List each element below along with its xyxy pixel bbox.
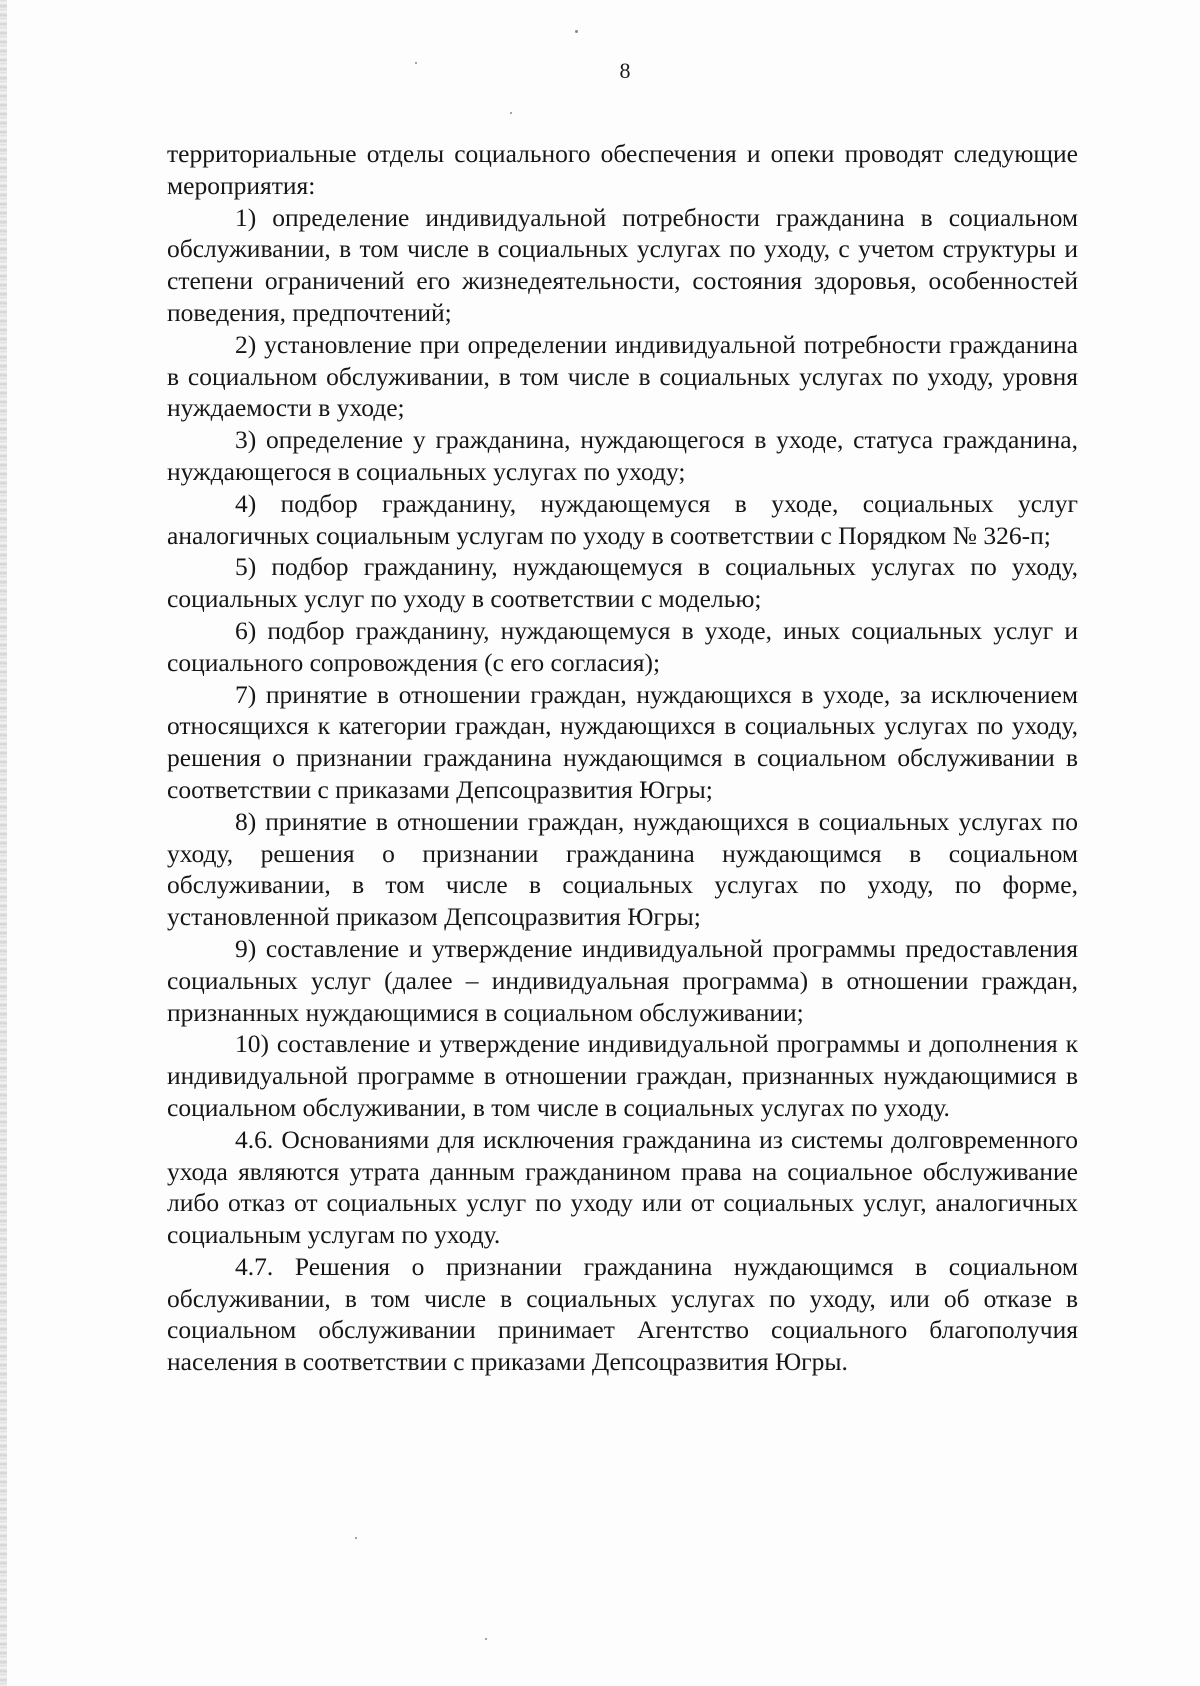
list-item-10: 10) составление и утверждение индивидуальной программы и дополнения к индивидуальной программе в отношении граждан, признанных нуждающимися в социальном обслуживании, в том числе в социальных услугах по уходу. xyxy=(167,1029,1078,1122)
scan-speck xyxy=(575,30,578,33)
list-item-5: 5) подбор гражданину, нуждающемуся в социальных услугах по уходу, социальных услуг по уходу в соответствии с моделью; xyxy=(167,552,1078,614)
scan-speck xyxy=(485,1638,487,1640)
document-body xyxy=(167,138,1078,1378)
scan-speck xyxy=(355,1537,357,1539)
scan-speck xyxy=(510,112,512,114)
page-number: 8 xyxy=(619,58,631,83)
list-item-7: 7) принятие в отношении граждан, нуждающихся в уходе, за исключением относящихся к категории граждан, нуждающихся в социальных услугах по уходу, решения о признании гражданина нуждающимся в социальном обслуживании в соответствии с приказами Депсоцразвития Югры; xyxy=(167,679,1078,804)
clause-4-7: 4.7. Решения о признании гражданина нуждающимся в социальном обслуживании, в том числе в социальных услугах по уходу, или об отказе в социальном обслуживании принимает Агентство социального благополучия населения в соответствии с приказами Депсоцразвития Югры. xyxy=(167,1251,1078,1377)
clause-4-6: 4.6. Основаниями для исключения гражданина из системы долговременного ухода являются утрата данным гражданином права на социальное обслуживание либо отказ от социальных услуг по уходу или от социальных услуг, аналогичных социальным услугам по уходу. xyxy=(167,1124,1078,1250)
list-item-9: 9) составление и утверждение индивидуальной программы предоставления социальных услуг (далее – индивидуальная программа) в отношении граждан, признанных нуждающимися в социальном обслуживании; xyxy=(167,933,1078,1027)
list-item-2: 2) установление при определении индивидуальной потребности гражданина в социальном обслуживании, в том числе в социальных услугах по уходу, уровня нуждаемости в уходе; xyxy=(167,329,1078,423)
list-item-4: 4) подбор гражданину, нуждающемуся в уходе, социальных услуг аналогичных социальным услугам по уходу в соответствии с Порядком № 326-п; xyxy=(167,488,1078,550)
list-item-3: 3) определение у гражданина, нуждающегося в уходе, статуса гражданина, нуждающегося в социальных услугах по уходу; xyxy=(167,425,1078,486)
scan-edge xyxy=(0,0,7,1686)
list-item-8: 8) принятие в отношении граждан, нуждающихся в социальных услугах по уходу, решения о признании гражданина нуждающимся в социальном обслуживании, в том числе в социальных услугах по уходу, по форме, установленной приказом Депсоцразвития Югры; xyxy=(167,806,1078,932)
paragraph-intro: территориальные отделы социального обеспечения и опеки проводят следующие мероприятия: xyxy=(167,139,1078,200)
list-item-6: 6) подбор гражданину, нуждающемуся в уходе, иных социальных услуг и социального сопровождения (с его согласия); xyxy=(167,615,1078,677)
list-item-1: 1) определение индивидуальной потребности гражданина в социальном обслуживании, в том числе в социальных услугах по уходу, с учетом структуры и степени ограничений его жизнедеятельности, состояния здоровья, особенностей поведения, предпочтений; xyxy=(167,202,1078,327)
